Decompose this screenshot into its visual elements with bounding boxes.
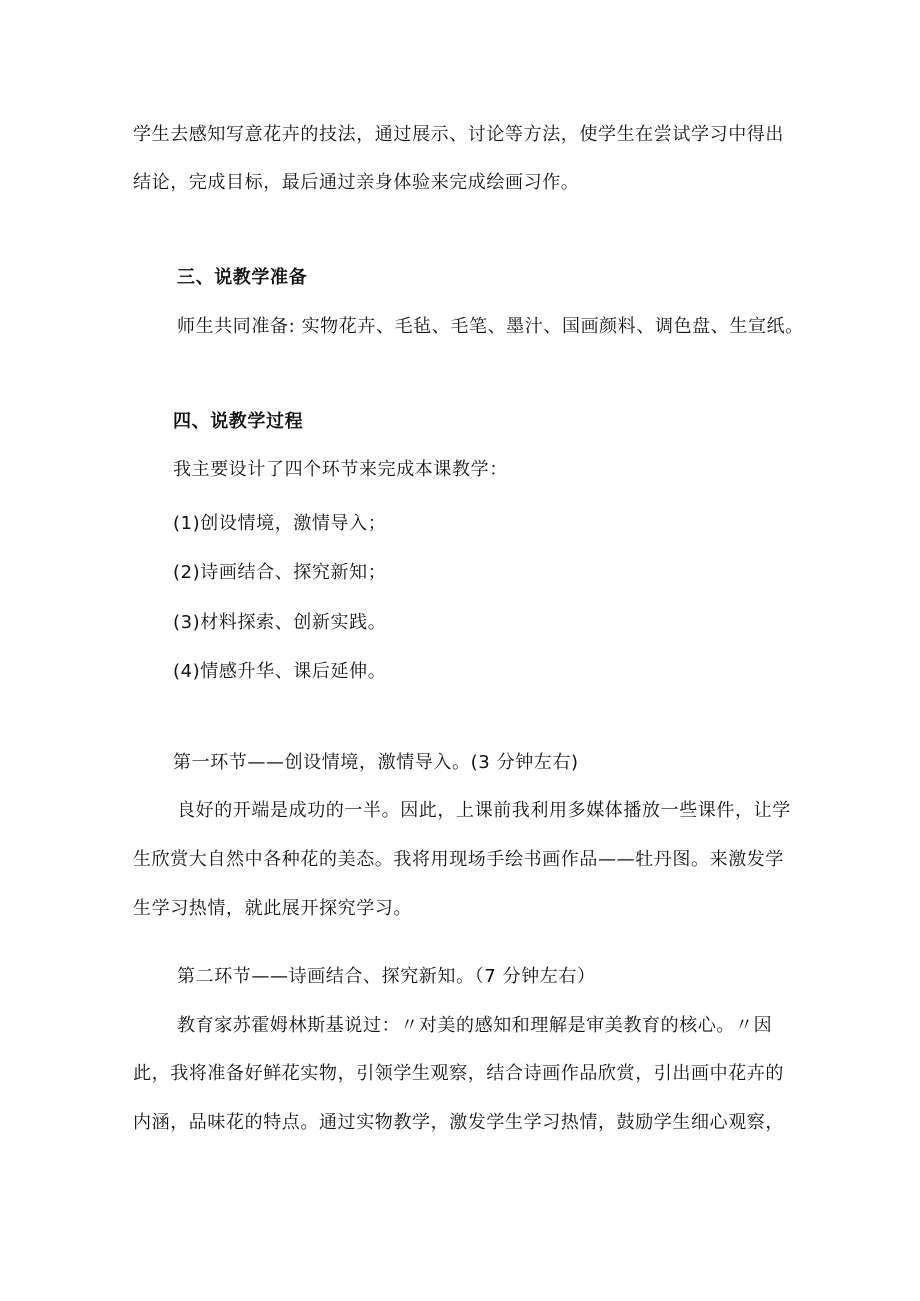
section-3-heading: 三、说教学准备 [177,267,308,288]
stage-1-title: 第一环节——创设情境，激情导入。(3 分钟左右) [173,752,579,773]
stage-2-title: 第二环节——诗画结合、探究新知。（7 分钟左右） [177,966,596,987]
section-4-step-4: (4)情感升华、课后延伸。 [173,661,387,682]
stage-2-line-1: 教育家苏霍姆林斯基说过：〃对美的感知和理解是审美教育的核心。〃因 [177,1015,773,1036]
section-4-step-2: (2)诗画结合、探究新知； [173,562,387,583]
stage-2-line-2: 此，我将准备好鲜花实物，引领学生观察，结合诗画作品欣赏，引出画中花卉的 [133,1063,784,1084]
stage-1-line-1: 良好的开端是成功的一半。因此，上课前我利用多媒体播放一些课件，让学 [177,800,791,821]
section-4-heading: 四、说教学过程 [173,411,304,432]
section-4-step-1: (1)创设情境，激情导入； [173,513,387,534]
section-4-intro: 我主要设计了四个环节来完成本课教学： [173,459,508,480]
stage-1-line-2: 生欣赏大自然中各种花的美态。我将用现场手绘书画作品——牡丹图。来激发学 [133,849,784,870]
intro-paragraph-line-1: 学生去感知写意花卉的技法，通过展示、讨论等方法，使学生在尝试学习中得出 [133,124,784,145]
intro-paragraph-line-2: 结论，完成目标，最后通过亲身体验来完成绘画习作。 [133,172,580,193]
section-3-body: 师生共同准备: 实物花卉、毛毡、毛笔、墨汁、国画颜料、调色盘、生宣纸。 [177,316,804,337]
stage-2-line-3: 内涵，品味花的特点。通过实物教学，激发学生学习热情，鼓励学生细心观察， [133,1112,784,1133]
section-4-step-3: (3)材料探索、创新实践。 [173,612,387,633]
stage-1-line-3: 生学习热情，就此展开探究学习。 [133,898,412,919]
